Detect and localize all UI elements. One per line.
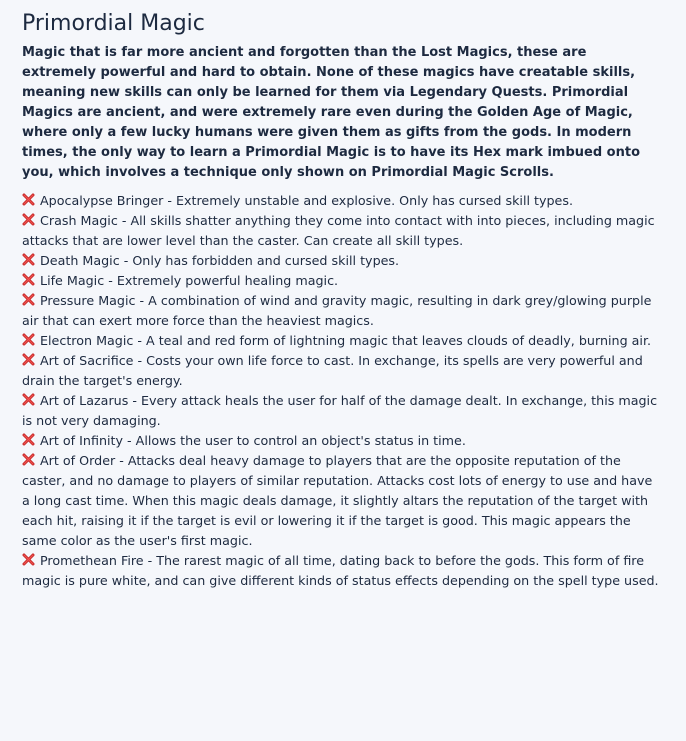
cross-mark-icon [22,392,35,405]
list-item [22,291,664,331]
magic-item-text: Pressure Magic - A combination of wind and gravity magic, resulting in dark grey/glowing purple air that can exert more force than the heaviest magics. [22,293,652,328]
list-item [22,251,664,271]
magic-list [22,191,664,591]
magic-item-text: Art of Infinity - Allows the user to control an object's status in time. [40,433,466,448]
list-item [22,271,664,291]
list-item [22,351,664,391]
list-item [22,451,664,551]
cross-mark-icon [22,352,35,365]
page-title: Primordial Magic [22,11,205,36]
magic-item-text: Art of Sacrifice - Costs your own life force to cast. In exchange, its spells are very powerful and drain the target's energy. [22,353,643,388]
cross-mark-icon [22,192,35,205]
list-item [22,431,664,451]
cross-mark-icon [22,432,35,445]
cross-mark-icon [22,292,35,305]
magic-item-text: Apocalypse Bringer - Extremely unstable and explosive. Only has cursed skill types. [40,193,574,208]
magic-item-text: Crash Magic - All skills shatter anything they come into contact with into pieces, including magic attacks that are lower level than the caster. Can create all skill types. [22,213,655,248]
cross-mark-icon [22,332,35,345]
cross-mark-icon [22,212,35,225]
cross-mark-icon [22,252,35,265]
magic-item-text: Promethean Fire - The rarest magic of all time, dating back to before the gods. This form of fire magic is pure white, and can give different kinds of status effects depending on the spell type used. [22,553,659,588]
cross-mark-icon [22,272,35,285]
intro-paragraph: Magic that is far more ancient and forgotten than the Lost Magics, these are extremely powerful and hard to obtain. None of these magics have creatable skills, meaning new skills can only be learned for them via Legendary Quests. Primordial Magics are ancient, and were extremely rare even during the Golden Age of Magic, where only a few lucky humans were given them as gifts from the gods. In modern times, the only way to learn a Primordial Magic is to have its Hex mark imbued onto you, which involves a technique only shown on Primordial Magic Scrolls. [22,45,641,180]
magic-item-text: Life Magic - Extremely powerful healing magic. [40,273,339,288]
magic-item-text: Art of Order - Attacks deal heavy damage to players that are the opposite reputation of the caster, and no damage to players of similar reputation. Attacks cost lots of energy to use and have a long cast time. When this magic deals damage, it slightly altars the reputation of the target with each hit, raising it if the target is evil or lowering it if the target is good. This magic appears the same color as the user's first magic. [22,453,653,548]
list-item [22,191,664,211]
list-item [22,551,664,591]
list-item [22,331,664,351]
magic-item-text: Death Magic - Only has forbidden and cursed skill types. [40,253,400,268]
list-item [22,211,664,251]
cross-mark-icon [22,452,35,465]
cross-mark-icon [22,552,35,565]
list-item [22,391,664,431]
magic-item-text: Art of Lazarus - Every attack heals the user for half of the damage dealt. In exchange, this magic is not very damaging. [22,393,658,428]
magic-item-text: Electron Magic - A teal and red form of lightning magic that leaves clouds of deadly, burning air. [40,333,652,348]
